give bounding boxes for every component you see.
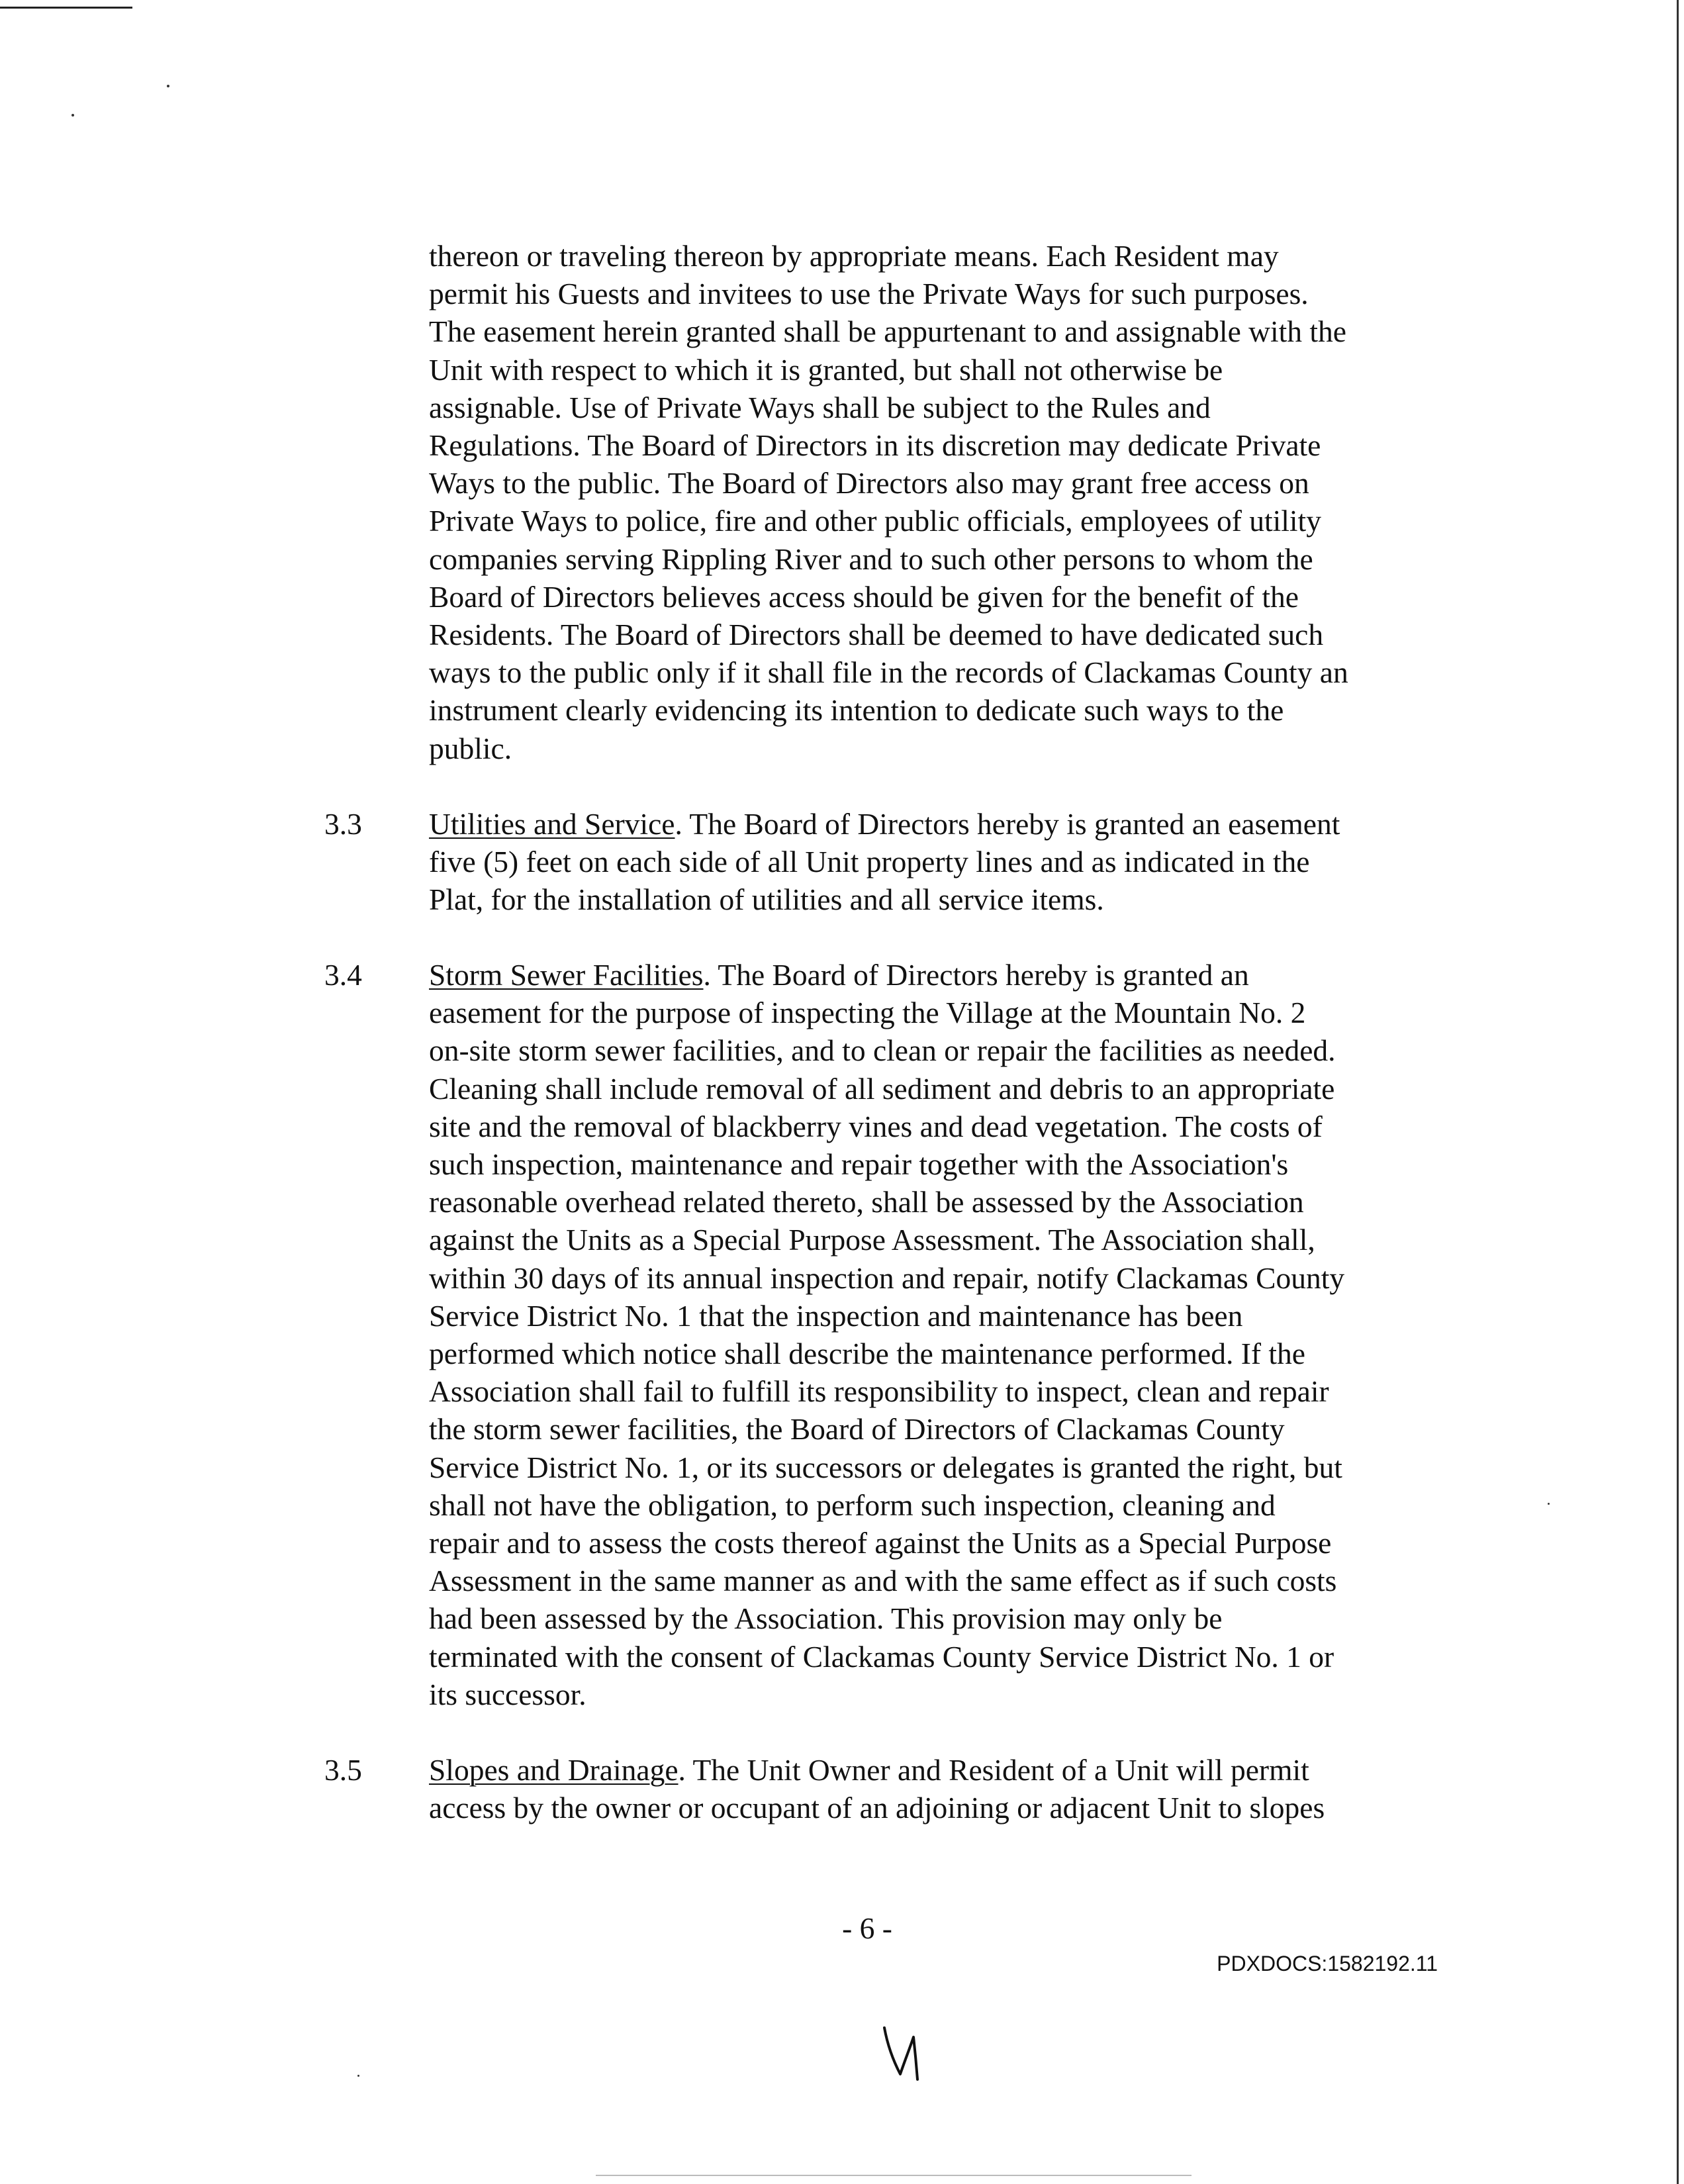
section-3-3 — [429, 805, 1448, 919]
text-line: Residents. The Board of Directors shall be deemed to have dedicated such — [429, 618, 1324, 652]
text-line: assignable. Use of Private Ways shall be subject to the Rules and — [429, 390, 1211, 424]
text-line: terminated with the consent of Clackamas County Service District No. 1 or — [429, 1639, 1334, 1674]
text-line: Association shall fail to fulfill its responsibility to inspect, clean and repair — [429, 1374, 1329, 1409]
section-number: 3.4 — [324, 958, 362, 992]
text-line: reasonable overhead related thereto, shall be assessed by the Association — [429, 1185, 1304, 1219]
text-run: . The Board of Directors hereby is granted an easement — [675, 807, 1340, 841]
text-line: ways to the public only if it shall file in the records of Clackamas County an — [429, 655, 1348, 690]
text-line: The easement herein granted shall be appurtenant to and assignable with the — [429, 314, 1346, 349]
scan-speck — [71, 114, 74, 117]
page-number: - 6 - — [842, 1911, 892, 1945]
text-line: had been assessed by the Association. This provision may only be — [429, 1601, 1223, 1636]
text-line: against the Units as a Special Purpose Assessment. The Association shall, — [429, 1223, 1315, 1257]
text-line: its successor. — [429, 1677, 586, 1711]
scan-edge-right — [1677, 0, 1679, 2184]
text-line: public. — [429, 731, 512, 765]
scan-speck — [357, 2075, 359, 2077]
text-run: . The Unit Owner and Resident of a Unit will permit — [678, 1753, 1309, 1787]
text-line: permit his Guests and invitees to use the Private Ways for such purposes. — [429, 277, 1309, 311]
text-line: access by the owner or occupant of an adjoining or adjacent Unit to slopes — [429, 1791, 1325, 1825]
text-line: Assessment in the same manner as and with the same effect as if such costs — [429, 1564, 1337, 1598]
text-line: Board of Directors believes access should be given for the benefit of the — [429, 579, 1299, 614]
section-heading: Storm Sewer Facilities — [429, 958, 704, 992]
text-line: such inspection, maintenance and repair together with the Association's — [429, 1147, 1289, 1182]
section-heading: Utilities and Service — [429, 807, 675, 841]
section-3-5 — [429, 1751, 1448, 1827]
text-line: Plat, for the installation of utilities and all service items. — [429, 882, 1104, 917]
text-line: Regulations. The Board of Directors in its discretion may dedicate Private — [429, 428, 1321, 463]
text-line: Unit with respect to which it is granted, but shall not otherwise be — [429, 352, 1223, 387]
scan-speck — [167, 85, 169, 87]
document-id: PDXDOCS:1582192.11 — [1217, 1952, 1438, 1975]
scan-speck — [1548, 1503, 1550, 1505]
text-line: shall not have the obligation, to perform such inspection, cleaning and — [429, 1488, 1276, 1522]
text-line: performed which notice shall describe the maintenance performed. If the — [429, 1337, 1305, 1371]
text-line: repair and to assess the costs thereof against the Units as a Special Purpose — [429, 1526, 1332, 1560]
section-3-4 — [429, 956, 1448, 1713]
text-line: Private Ways to police, fire and other public officials, employees of utility — [429, 504, 1321, 538]
text-run: . The Board of Directors hereby is granted an — [703, 958, 1249, 992]
handwritten-initials — [880, 2022, 933, 2082]
section-heading: Slopes and Drainage — [429, 1753, 678, 1787]
text-line: easement for the purpose of inspecting the Village at the Mountain No. 2 — [429, 996, 1306, 1030]
text-line: Service District No. 1 that the inspection and maintenance has been — [429, 1298, 1243, 1333]
text-line: companies serving Rippling River and to such other persons to whom the — [429, 542, 1313, 576]
text-line: within 30 days of its annual inspection and repair, notify Clackamas County — [429, 1260, 1345, 1295]
text-line: the storm sewer facilities, the Board of Directors of Clackamas County — [429, 1412, 1285, 1447]
text-line: Service District No. 1, or its successors or delegates is granted the right, but — [429, 1450, 1342, 1484]
text-line: on-site storm sewer facilities, and to clean or repair the facilities as needed. — [429, 1033, 1336, 1068]
section-number: 3.3 — [324, 807, 362, 841]
text-line — [429, 1751, 1448, 1789]
scan-edge-top — [0, 7, 132, 9]
text-line: site and the removal of blackberry vines and dead vegetation. The costs of — [429, 1109, 1323, 1143]
text-line: five (5) feet on each side of all Unit property lines and as indicated in the — [429, 845, 1310, 879]
text-line — [429, 805, 1448, 843]
text-line — [429, 956, 1448, 994]
text-line: Ways to the public. The Board of Directors also may grant free access on — [429, 466, 1309, 500]
continuation-paragraph — [429, 237, 1448, 767]
scan-edge-bottom — [596, 2175, 1192, 2176]
section-number: 3.5 — [324, 1753, 362, 1787]
text-line: Cleaning shall include removal of all sediment and debris to an appropriate — [429, 1071, 1335, 1106]
text-line: thereon or traveling thereon by appropriate means. Each Resident may — [429, 239, 1279, 273]
text-line: instrument clearly evidencing its intention to dedicate such ways to the — [429, 693, 1284, 728]
